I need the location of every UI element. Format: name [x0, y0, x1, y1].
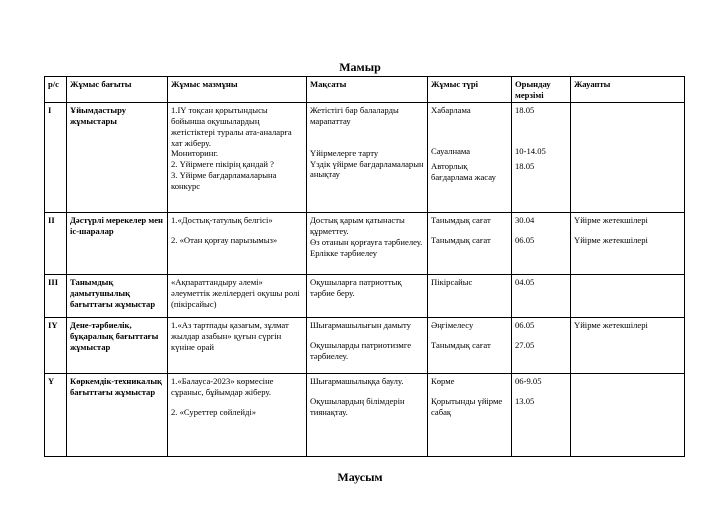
- date-line: 06.05: [515, 320, 535, 331]
- goal-line: Жетістігі бар балаларды марапаттау: [310, 105, 399, 127]
- goal: Оқушыларға патриоттық тәрбие беру.: [307, 275, 428, 318]
- month-title-june: Маусым: [337, 470, 383, 484]
- type-line: Сауалнама: [431, 146, 471, 157]
- type-line: Танымдық сағат: [431, 235, 491, 246]
- type-line: Танымдық сағат: [431, 340, 491, 351]
- responsible: [571, 374, 685, 457]
- column-header: Жұмыс мазмұны: [168, 77, 307, 103]
- responsible-line: Үйірме жетекшілері: [574, 215, 648, 226]
- table-header-row: [45, 77, 685, 103]
- type-line: Әңгімелесу: [431, 320, 474, 331]
- table-row: [45, 213, 685, 275]
- column-header: Орындау мерзімі: [512, 77, 571, 103]
- content-line: 1.«Достық-татулық белгісі»: [171, 215, 273, 226]
- work-type: Пікірсайыс: [428, 275, 512, 318]
- work-direction: Дене-тәрбиелік, бұқаралық бағыттағы жұмыстар: [67, 318, 168, 374]
- table-row: [45, 103, 685, 213]
- column-header: Жұмыс бағыты: [67, 77, 168, 103]
- row-number: IY: [45, 318, 67, 374]
- deadline: [512, 213, 571, 275]
- row-number: Y: [45, 374, 67, 457]
- date-line: 30.04: [515, 215, 535, 226]
- deadline: 04.05: [512, 275, 571, 318]
- goal-line: Ерлікке тәрбиелеу: [310, 247, 378, 258]
- goal: [307, 318, 428, 374]
- content-line: 1.«Балауса-2023» көрмесіне сұраныс, бұйымдар жіберу.: [171, 376, 274, 398]
- content-line: 3. Үйірме бағдарламаларына конкурс: [171, 169, 277, 191]
- row-number: II: [45, 213, 67, 275]
- table-row: [45, 318, 685, 374]
- goal-line: Өз отанын қорғауға тәрбиелеу.: [310, 236, 423, 247]
- responsible: [571, 103, 685, 213]
- work-content: [168, 103, 307, 213]
- goal-line: Оқушыларды патриотизмге тәрбиелеу.: [310, 340, 412, 361]
- goal-line: Шығармашылығын дамыту: [310, 320, 411, 331]
- responsible: [571, 275, 685, 318]
- date-line: 18.05: [515, 105, 535, 116]
- goal: [307, 103, 428, 213]
- date-line: 27.05: [515, 340, 535, 351]
- row-number: I: [45, 103, 67, 213]
- content-line: 2. «Суреттер сөйлейді»: [171, 406, 257, 417]
- content-line: Мониторинг.: [171, 148, 219, 159]
- work-content: «Ақпараттандыру әлемі» әлеуметтік желілердегі оқушы ролі (пікірсайыс): [168, 275, 307, 318]
- date-line: 18.05: [515, 160, 535, 171]
- row-number: III: [45, 275, 67, 318]
- goal-line: Үйірмелерге тарту: [310, 147, 379, 158]
- responsible: Үйірме жетекшілері: [571, 318, 685, 374]
- work-type: [428, 213, 512, 275]
- work-direction: Ұйымдастыру жұмыстары: [67, 103, 168, 213]
- work-type: [428, 103, 512, 213]
- type-line: Танымдық сағат: [431, 215, 491, 226]
- work-direction: Танымдық дамытушылық бағыттағы жұмыстар: [67, 275, 168, 318]
- work-content: [168, 213, 307, 275]
- type-line: Қорытынды үйірме сабақ: [431, 396, 503, 417]
- goal-line: Оқушылардың білімдерін тиянақтау.: [310, 396, 405, 417]
- work-direction: Дәстүрлі мерекелер мен іс-шаралар: [67, 213, 168, 275]
- responsible-line: Үйірме жетекшілері: [574, 235, 648, 246]
- work-plan-table: [44, 76, 685, 457]
- table-row: [45, 374, 685, 457]
- type-line: Хабарлама: [431, 105, 471, 116]
- goal-line: Шығармашылыққа баулу.: [310, 376, 404, 387]
- goal: [307, 213, 428, 275]
- content-line: 2. «Отан қорғау парызымыз»: [171, 235, 278, 246]
- table-row: [45, 275, 685, 318]
- deadline: [512, 374, 571, 457]
- goal-line: Достық қарым қатынасты құрметтеу.: [310, 215, 405, 237]
- work-direction: Көркемдік-техникалық бағыттағы жұмыстар: [67, 374, 168, 457]
- column-header: Мақсаты: [307, 77, 428, 103]
- month-title-may: Мамыр: [339, 60, 381, 74]
- work-content: 1.«Аз тартпады қазағым, зұлмат жылдар азабын» қуғын сүргін күніне орай: [168, 318, 307, 374]
- goal-line: Үздік үйірме бағдарламаларын анықтау: [310, 158, 424, 180]
- responsible: [571, 213, 685, 275]
- deadline: [512, 318, 571, 374]
- goal: [307, 374, 428, 457]
- work-type: [428, 374, 512, 457]
- work-content: [168, 374, 307, 457]
- date-line: 13.05: [515, 396, 535, 407]
- content-line: 1.ІҮ тоқсан қорытындысы бойынша оқушылардың жетістіктері туралы ата-аналарға хат жіберу.: [171, 105, 292, 148]
- type-line: Авторлық бағдарлама жасау: [431, 160, 496, 182]
- type-line: Көрме: [431, 376, 455, 387]
- work-type: [428, 318, 512, 374]
- content-line: 2. Үйірмеге пікірің қандай ?: [171, 159, 274, 170]
- column-header: Жауапты: [571, 77, 685, 103]
- column-header: р/с: [45, 77, 67, 103]
- date-line: 06-9.05: [515, 376, 542, 387]
- date-line: 10-14.05: [515, 146, 546, 157]
- deadline: [512, 103, 571, 213]
- column-header: Жұмыс түрі: [428, 77, 512, 103]
- date-line: 06.05: [515, 235, 535, 246]
